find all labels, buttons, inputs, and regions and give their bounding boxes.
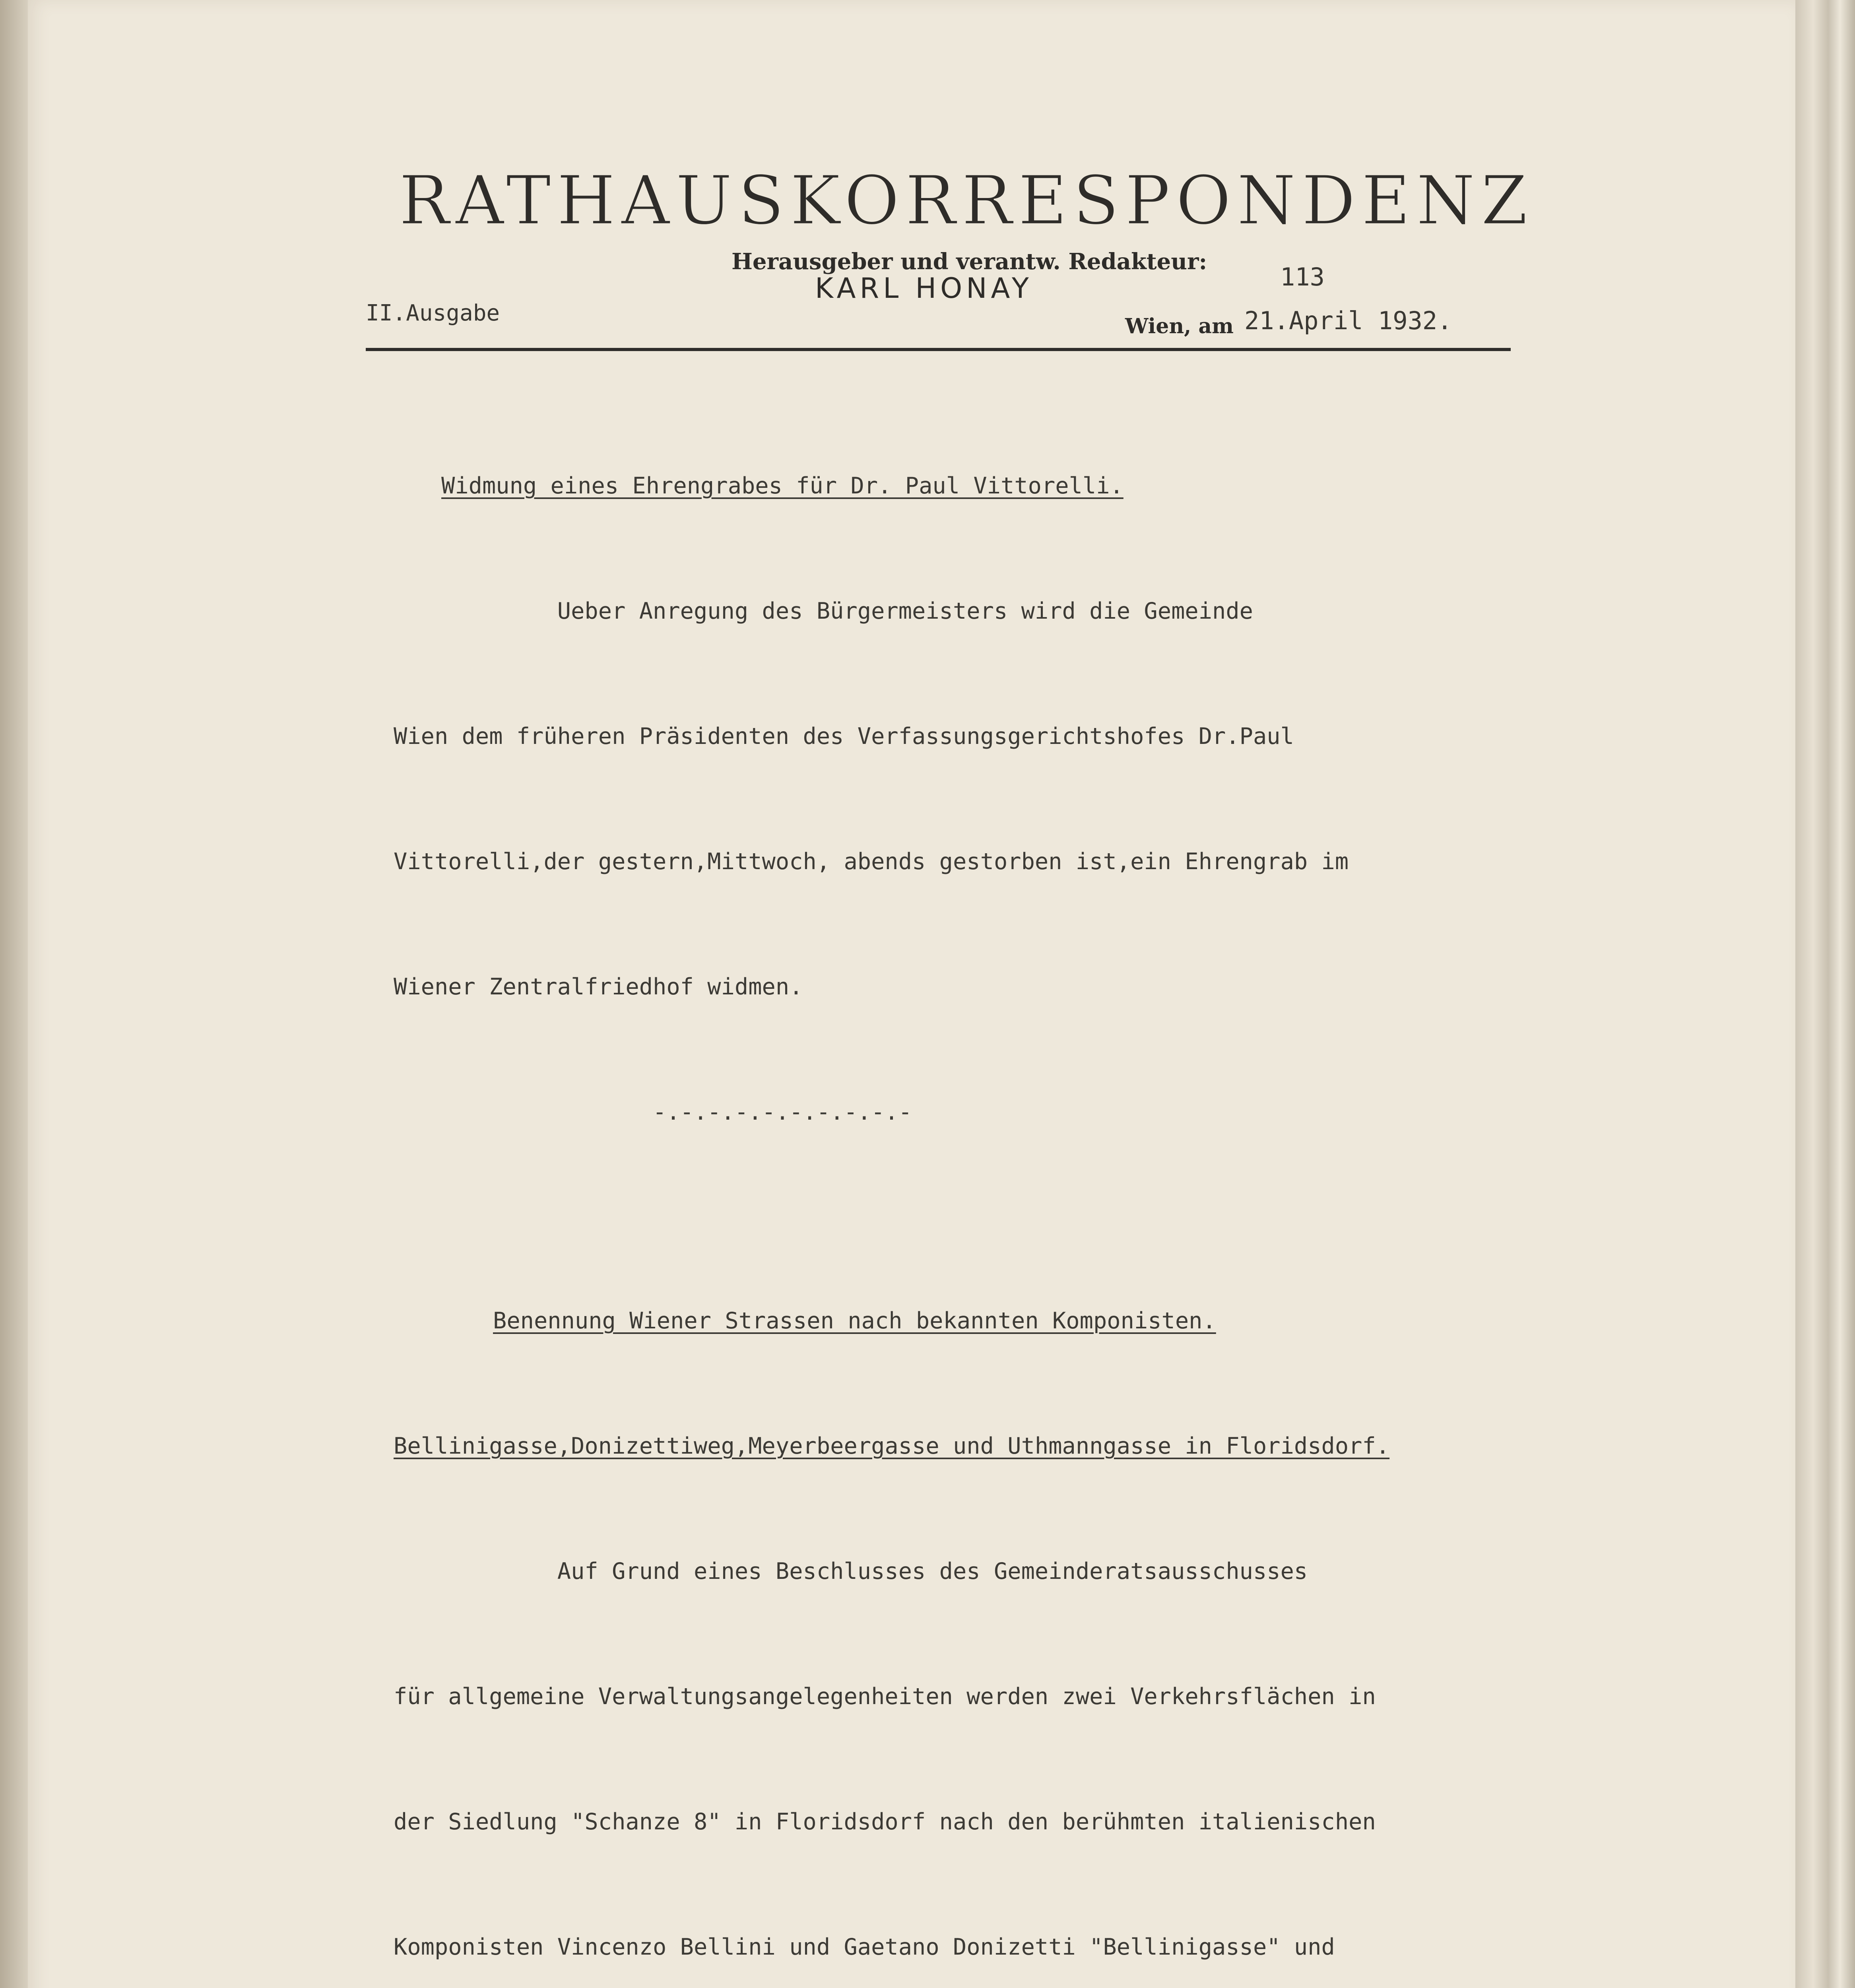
text-line: Vittorelli,der gestern,Mittwoch, abends gestorben ist,ein Ehrengrab im [394, 848, 1349, 875]
text-line: der Siedlung "Schanze 8" in Floridsdorf nach den berühmten italienischen [394, 1809, 1376, 1835]
date-value: 21.April 1932. [1244, 306, 1452, 335]
text-line: Wien dem früheren Präsidenten des Verfassungsgerichtshofes Dr.Paul [394, 723, 1294, 749]
masthead-title: RATHAUSKORRESPONDENZ [399, 161, 1533, 240]
document-page [28, 0, 1795, 1988]
publisher-line: Herausgeber und verantw. Redakteur: [732, 248, 1207, 275]
text-line: Auf Grund eines Beschlusses des Gemeinderatsausschusses [394, 1558, 1308, 1584]
article-title: Benennung Wiener Strassen nach bekannten Komponisten. [493, 1308, 1216, 1334]
book-gutter [0, 0, 28, 1988]
document-body [394, 382, 1546, 1988]
text-line: Ueber Anregung des Bürgermeisters wird die Gemeinde [394, 598, 1253, 624]
article-vittorelli [394, 382, 1546, 1217]
text-line: Wiener Zentralfriedhof widmen. [394, 974, 803, 1000]
text-line: für allgemeine Verwaltungsangelegenheiten werden zwei Verkehrsflächen in [394, 1683, 1376, 1710]
place-label: Wien, am [1125, 314, 1234, 338]
article-subtitle: Bellinigasse,Donizettiweg,Meyerbeergasse und Uthmanngasse in Floridsdorf. [394, 1433, 1390, 1459]
article-title: Widmung eines Ehrengrabes für Dr. Paul Vittorelli. [441, 473, 1123, 499]
section-separator: -.-.-.-.-.-.-.-.-.- [394, 1099, 912, 1125]
header-rule [366, 348, 1511, 351]
page-stack-edge [1795, 0, 1855, 1988]
text-line: Komponisten Vincenzo Bellini und Gaetano Donizetti "Bellinigasse" und [394, 1934, 1335, 1960]
edition-label: II.Ausgabe [366, 300, 500, 326]
article-street-names [394, 1217, 1546, 1988]
editor-name: KARL HONAY [815, 272, 1033, 305]
page-number: 113 [1280, 262, 1325, 291]
